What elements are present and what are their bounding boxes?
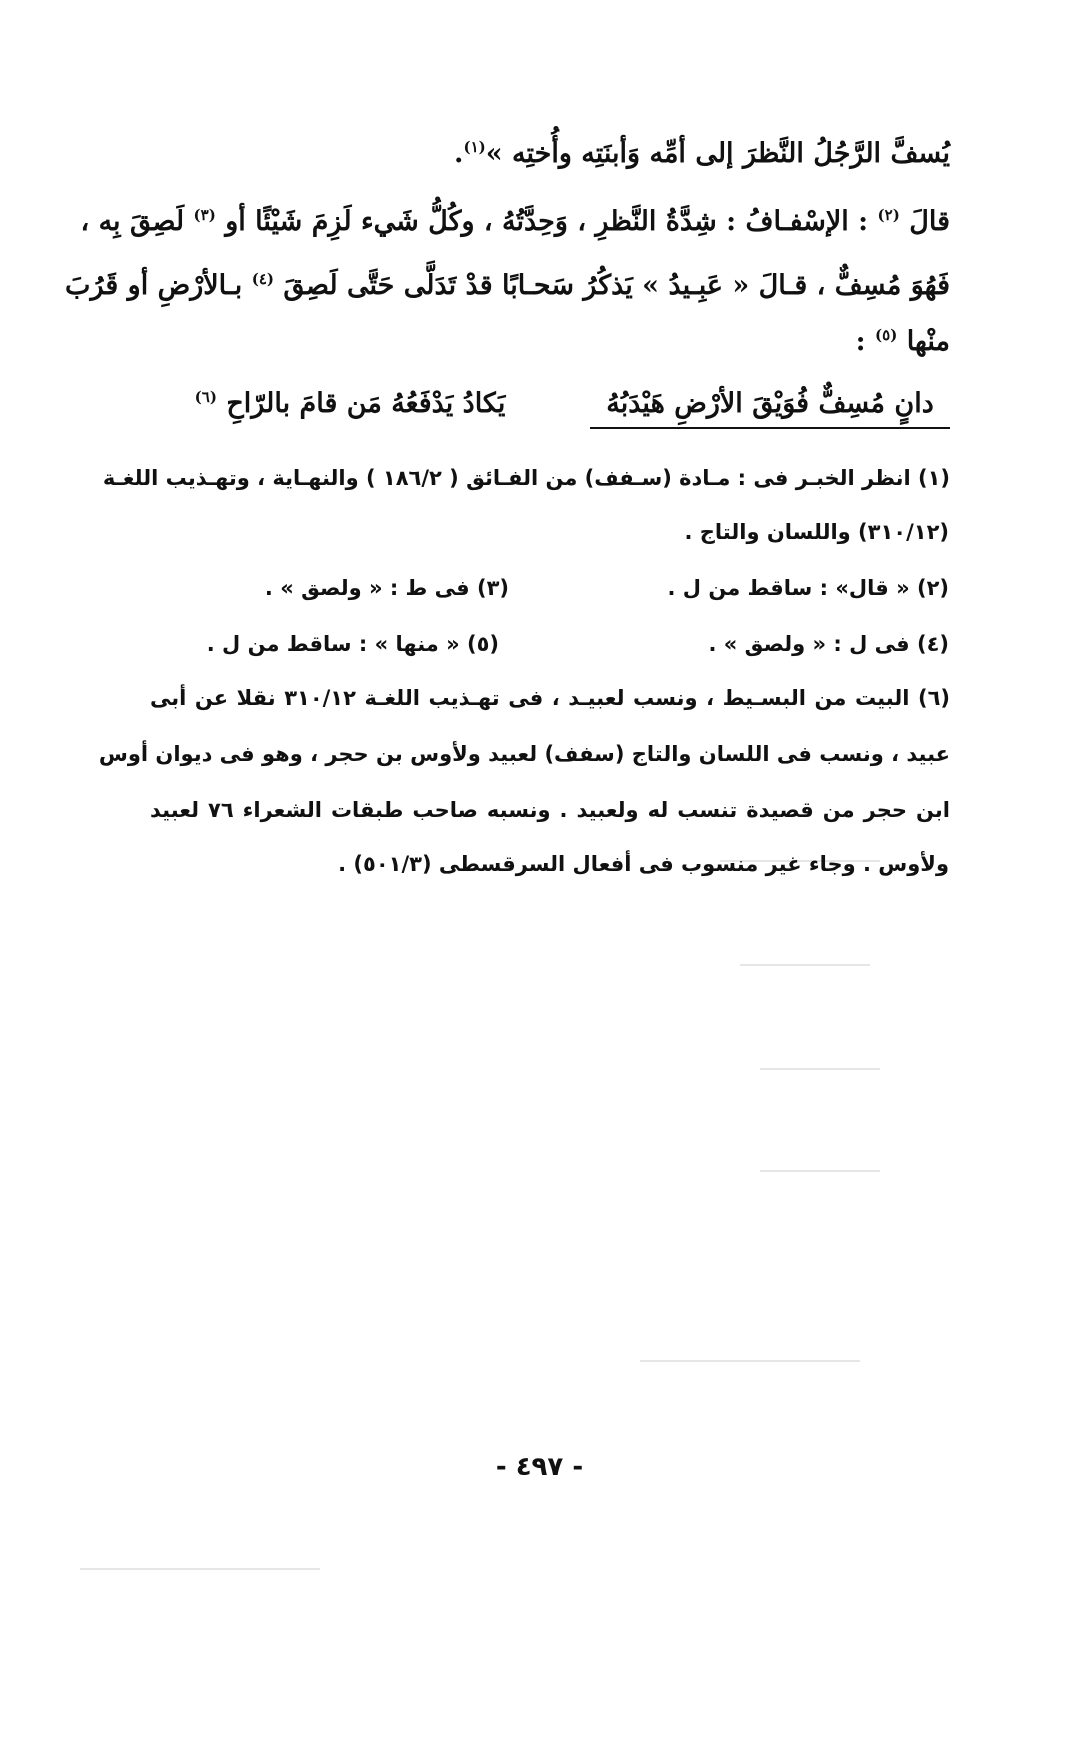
footnote-6-line: ابن حجر من قصيدة تنسب له ولعبيد . ونسبه صاحب طبقات الشعراء ٧٦ لعبيد [150,798,950,822]
footnote-1-line: (٣١٠/١٢) واللسان والتاج . [684,520,949,544]
body-text: فَهُوَ مُسِفٌّ ، قـالَ « عَبِـيدُ » يَذكُرُ سَحـابًا قدْ تَدَلَّى حَتَّى لَصِقَ [283,270,950,301]
body-text: : [855,326,866,357]
footnote-6-line: ولأوس . وجاء غير منسوب فى أفعال السرقسطى (٥٠١/٣) . [338,852,949,876]
footnote-2: (٢) « قال» : ساقط من ل . [667,576,949,600]
body-text: منْها [906,326,950,357]
verse-second-hemistich [150,388,550,419]
verse-first-hemistich: دانٍ مُسِفٌّ فُوَيْقَ الأرْضِ هَيْدَبُهُ [590,388,950,429]
footnote-6-line: عبيد ، ونسب فى اللسان والتاج (سفف) لعبيد ولأوس بن حجر ، وهو فى ديوان أوس [98,742,950,766]
footnote-ref: (١) [463,138,486,156]
body-line-3 [65,270,950,301]
body-text: : الإسْفـافُ : شِدَّةُ النَّظرِ ، وَحِدَّتُهُ ، وكُلُّ شَيء لَزِمَ شَيْئًا أو [225,206,869,237]
body-line-1 [150,138,950,169]
body-text: . [454,138,464,169]
scan-noise [760,1170,880,1172]
footnote-4: (٤) فى ل : « ولصق » . [708,632,949,656]
footnote-5: (٥) « منها » : ساقط من ل . [206,632,499,656]
body-text: بـالأرْضِ أو قَرُبَ [65,270,243,301]
footnote-ref: (٤) [251,270,275,288]
footnote-1-line: (١) انظر الخبـر فى : مـادة (سـفف) من الفـائق ( ١٨٦/٢ ) والنهـاية ، وتهـذيب اللغـة [102,466,950,490]
body-text: لَصِقَ بِه ، [80,206,185,237]
footnote-ref: (٢) [877,206,900,224]
body-line-2 [80,206,950,237]
scan-noise [640,1360,860,1362]
scan-noise [740,964,870,966]
scan-noise [760,1068,880,1070]
body-line-4 [150,326,950,357]
body-text: يُسفَّ الرَّجُلُ النَّظرَ إلى أمِّه وَأبنَتِه وأُختِه » [485,138,950,169]
footnote-ref: (٣) [193,206,216,224]
page-number: - ٤٩٧ - [495,1452,584,1482]
poem-verse [150,388,950,438]
footnote-3: (٣) فى ط : « ولصق » . [264,576,509,600]
verse-text: يَكادُ يَدْفَعُهُ مَن قامَ بالرّاحِ [226,388,506,419]
footnote-ref: (٦) [194,388,217,406]
footnote-6-line: (٦) البيت من البسـيط ، ونسب لعبيـد ، فى تهـذيب اللغـة ٣١٠/١٢ نقلا عن أبى [150,686,950,710]
scan-noise [80,1568,320,1570]
body-text: قالَ [909,206,950,237]
footnote-ref: (٥) [875,326,898,344]
